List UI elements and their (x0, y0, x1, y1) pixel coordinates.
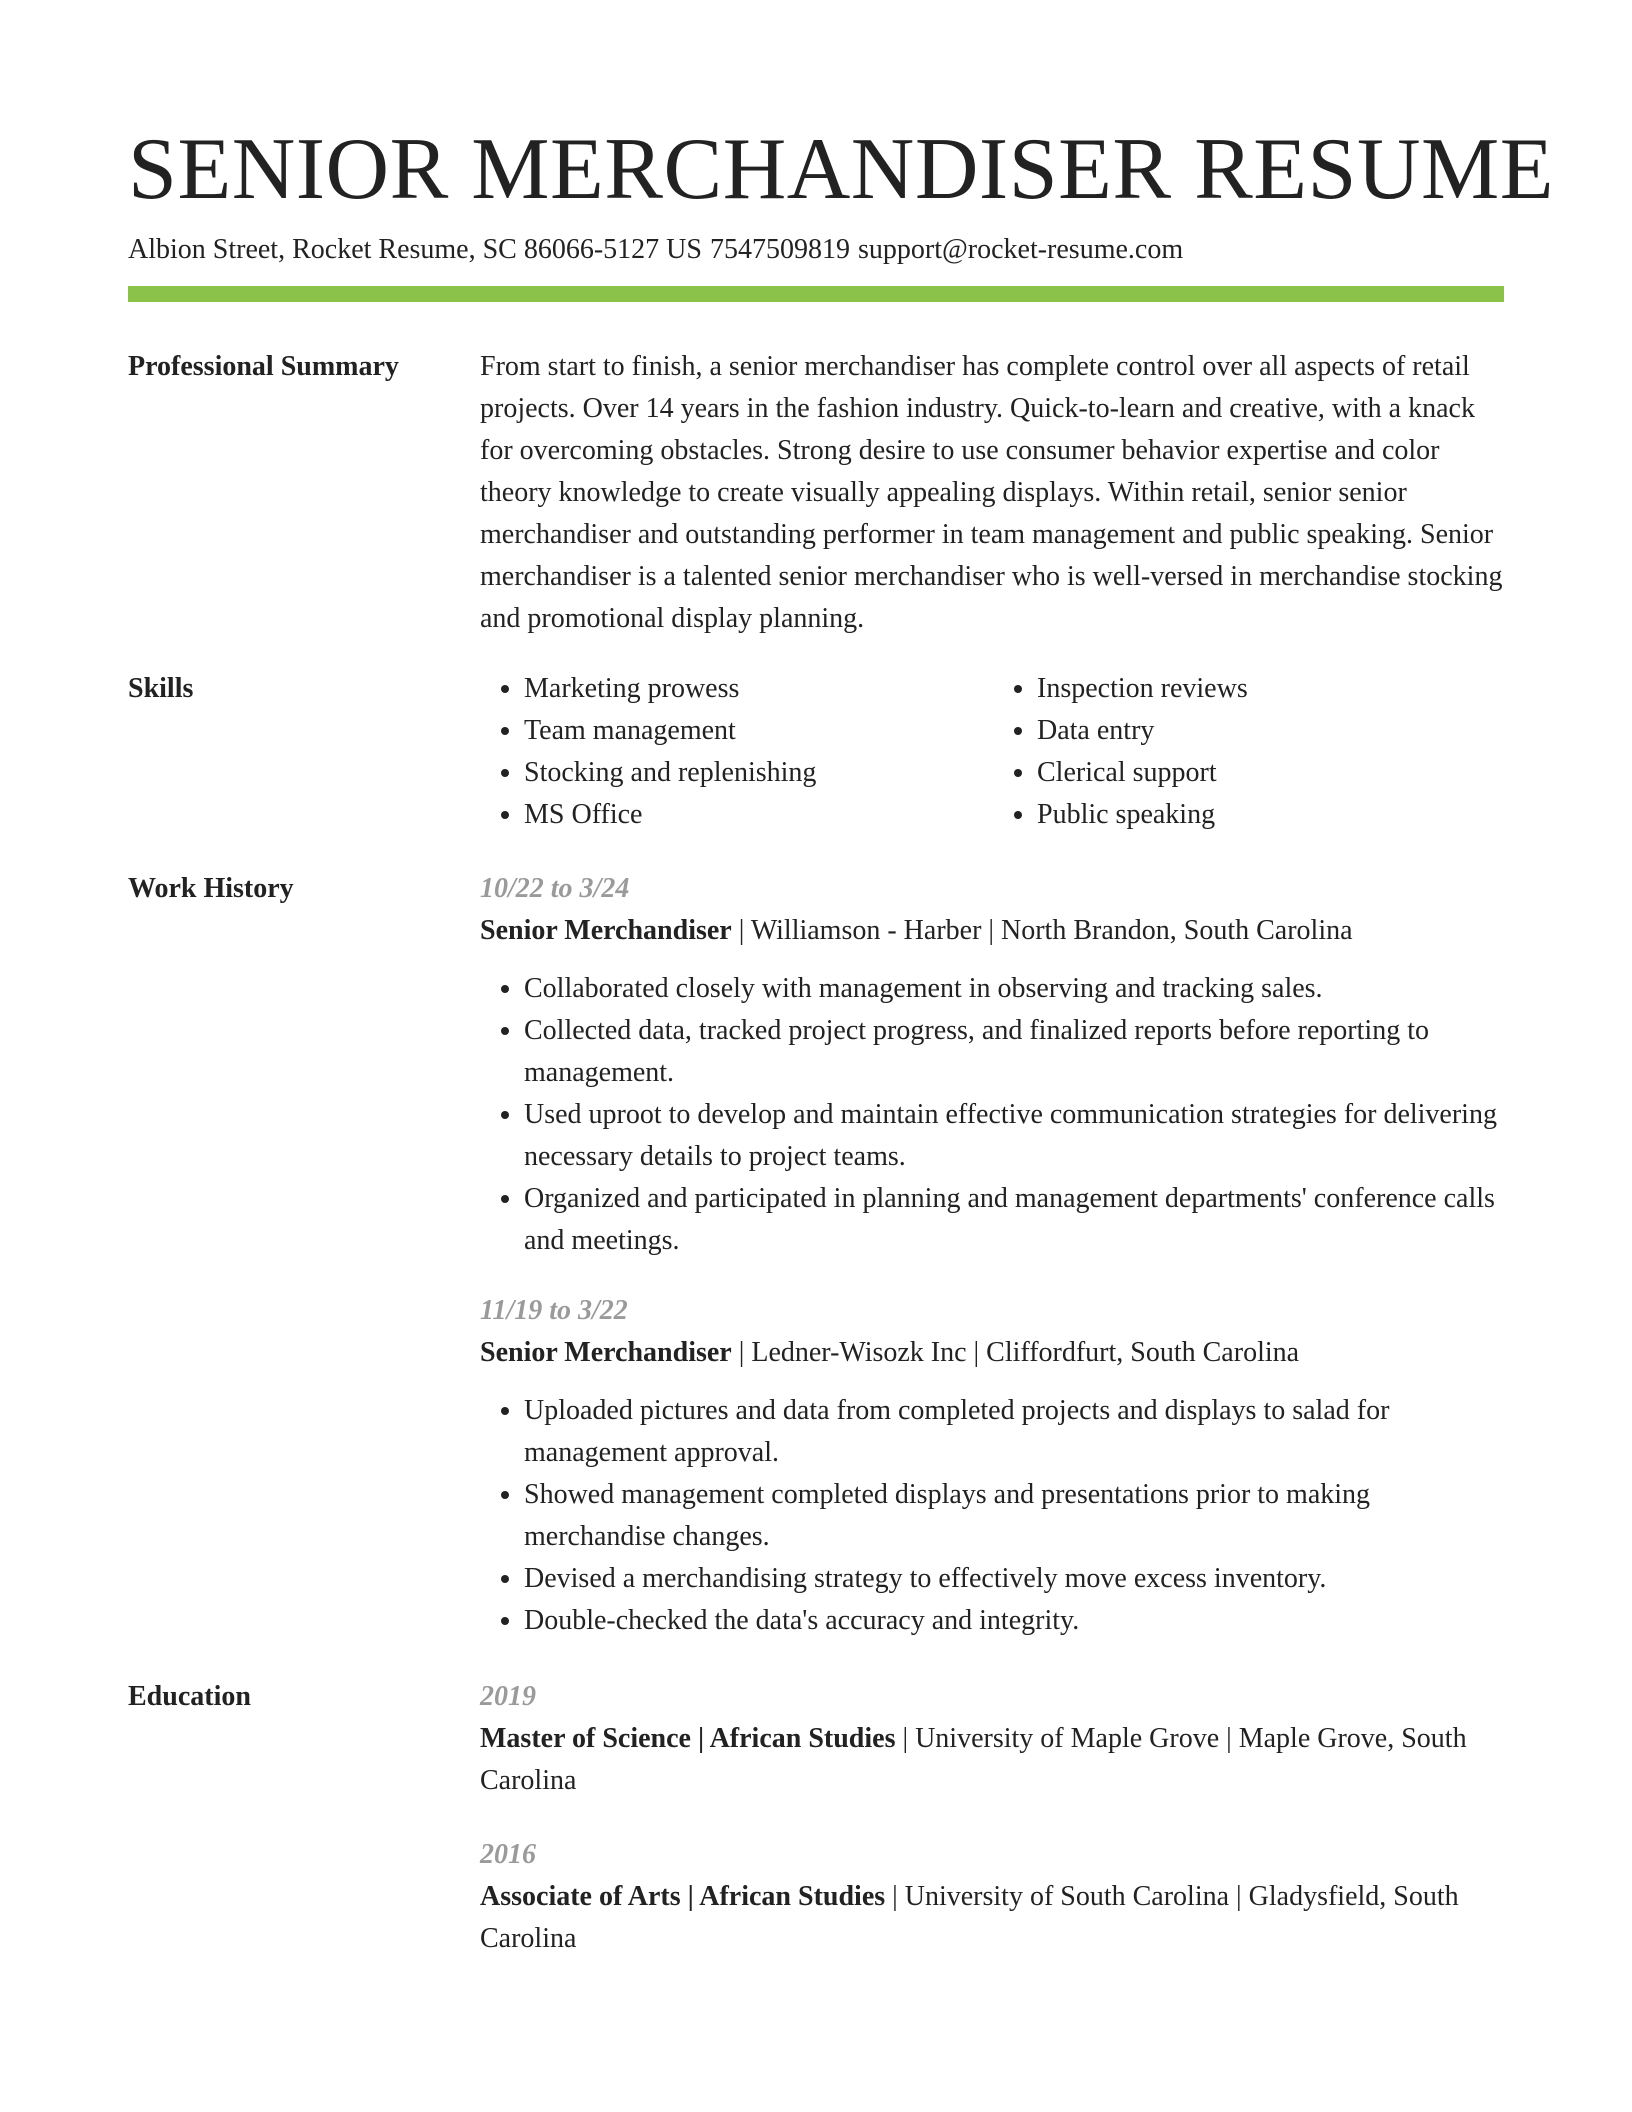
summary-label: Professional Summary (128, 351, 399, 382)
job-header (480, 910, 1506, 952)
skill-item: • MS Office (524, 794, 993, 836)
education-year: 2019 (480, 1681, 536, 1712)
education-school: | University of South Carolina | Gladysfield, South Carolina (480, 1881, 1459, 1954)
summary-body (480, 346, 1506, 640)
skill-item: • Data entry (1037, 710, 1506, 752)
education-header (480, 1718, 1506, 1802)
job-header (480, 1332, 1506, 1374)
job-bullet: • Collaborated closely with management in observing and tracking sales. (524, 968, 1506, 1010)
skills-body (480, 668, 1506, 836)
job-bullet: • Used uproot to develop and maintain effective communication strategies for delivering necessary details to project teams. (524, 1094, 1506, 1178)
education-entry (480, 1676, 1506, 1802)
job-bullet: • Collected data, tracked project progress, and finalized reports before reporting to management. (524, 1010, 1506, 1094)
skill-item: • Stocking and replenishing (524, 752, 993, 794)
contact-line (128, 230, 1191, 270)
contact-email: support@rocket-resume.com (857, 234, 1184, 265)
job-bullet: • Devised a merchandising strategy to effectively move excess inventory. (524, 1558, 1506, 1600)
job-company: | Ledner-Wisozk Inc | Cliffordfurt, South Carolina (731, 1337, 1300, 1368)
job-bullets (480, 1390, 1506, 1642)
work-label: Work History (128, 873, 294, 904)
education-degree: Associate of Arts | African Studies (480, 1881, 886, 1912)
job-bullets (480, 968, 1506, 1262)
job-dates: 10/22 to 3/24 (480, 873, 630, 904)
education-body-2 (480, 1834, 1506, 1960)
header-divider (128, 286, 1504, 302)
skill-item: • Marketing prowess (524, 668, 993, 710)
education-body (480, 1676, 1506, 1802)
contact-phone: 7547509819 (709, 234, 850, 265)
job-title: Senior Merchandiser (480, 1337, 732, 1368)
contact-address: Albion Street, Rocket Resume, SC 86066-5127 US (128, 234, 702, 265)
job-entry (480, 1290, 1506, 1642)
job-entry (480, 868, 1506, 1262)
job-bullet: • Uploaded pictures and data from completed projects and displays to salad for management approval. (524, 1390, 1506, 1474)
skill-item: • Public speaking (1037, 794, 1506, 836)
education-degree: Master of Science | African Studies (480, 1723, 896, 1754)
job-dates: 11/19 to 3/22 (480, 1295, 628, 1326)
resume-title: SENIOR MERCHANDISER RESUME (128, 121, 1555, 218)
education-school: | University of Maple Grove | Maple Grove, South Carolina (480, 1723, 1467, 1796)
job-bullet: • Showed management completed displays and presentations prior to making merchandise changes. (524, 1474, 1506, 1558)
skills-columns (480, 668, 1506, 836)
skills-label: Skills (128, 673, 194, 704)
education-header (480, 1876, 1506, 1960)
job-title: Senior Merchandiser (480, 915, 732, 946)
summary-text: From start to finish, a senior merchandiser has complete control over all aspects of retail projects. Over 14 years in the fashion industry. Quick-to-learn and creative, with a knack for overcoming obstacles. Strong desire to use consumer behavior expertise and color theory knowledge to create visually appealing displays. Within retail, senior senior merchandiser and outstanding performer in team management and public speaking. Senior merchandiser is a talented senior merchandiser who is well-versed in merchandise stocking and promotional display planning. (480, 351, 1503, 634)
education-entry (480, 1834, 1506, 1960)
skill-item: • Clerical support (1037, 752, 1506, 794)
job-bullet: • Double-checked the data's accuracy and integrity. (524, 1600, 1506, 1642)
work-body (480, 868, 1506, 1262)
job-bullet: • Organized and participated in planning and management departments' conference calls and meetings. (524, 1178, 1506, 1262)
skill-item: • Team management (524, 710, 993, 752)
education-year: 2016 (480, 1839, 536, 1870)
education-label: Education (128, 1681, 251, 1712)
job-company: | Williamson - Harber | North Brandon, South Carolina (731, 915, 1353, 946)
skill-item: • Inspection reviews (1037, 668, 1506, 710)
skills-list-right (993, 668, 1506, 836)
work-body-2 (480, 1290, 1506, 1642)
skills-list-left (480, 668, 993, 836)
